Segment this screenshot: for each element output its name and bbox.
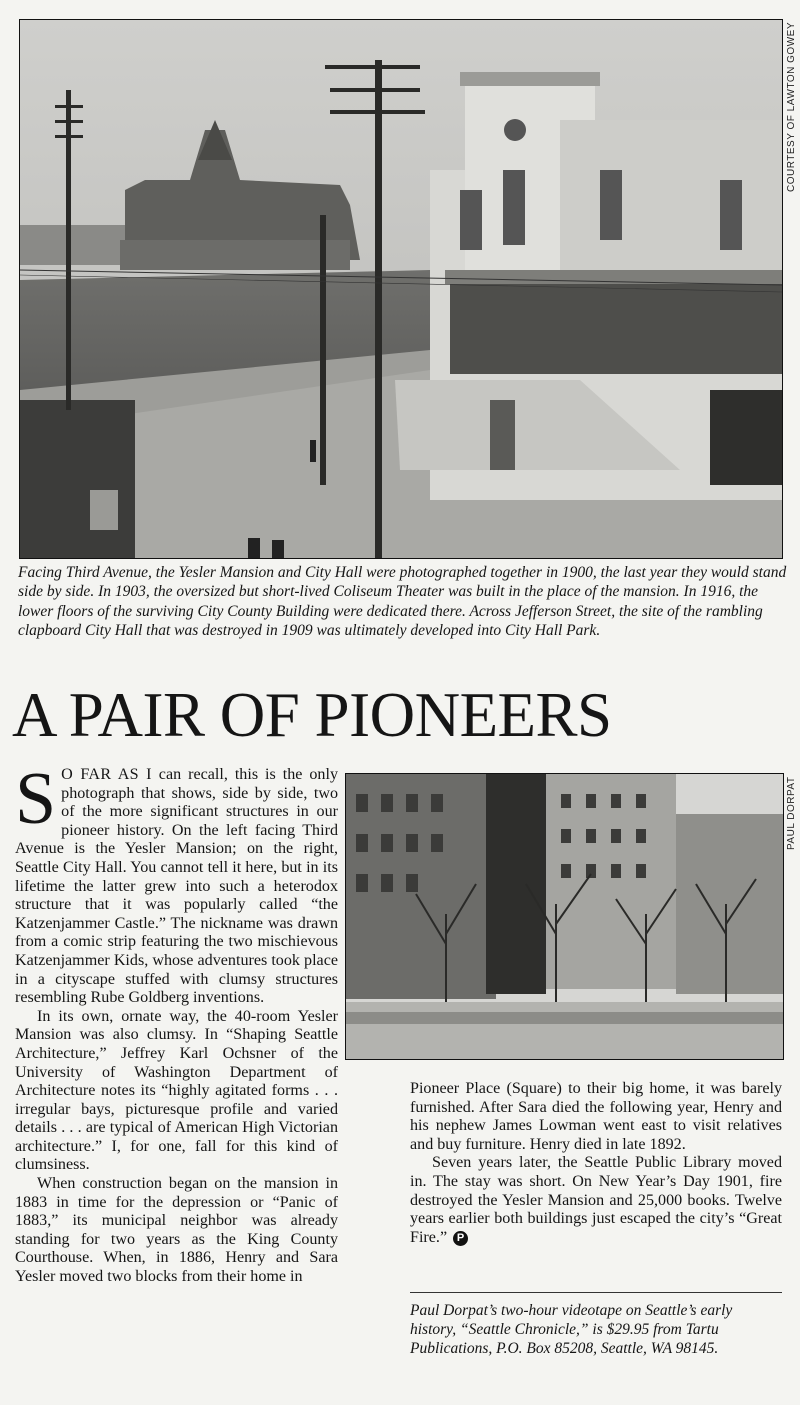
paragraph-4 <box>410 1154 782 1247</box>
top-photo <box>19 19 783 559</box>
second-photo-credit: PAUL DORPAT <box>786 776 797 850</box>
author-tagline: Paul Dorpat’s two-hour videotape on Seattle’s early history, “Seattle Chronicle,” is $29.95 from Tartu Publications, P.O. Box 85208, Seattle, WA 98145. <box>410 1302 733 1357</box>
second-photo <box>345 773 784 1060</box>
modern-photo-image <box>346 774 783 1059</box>
end-mark-icon: P <box>453 1231 468 1246</box>
paragraph-1-text: can recall, this is the only photograph that shows, side by side, two of the more significant structures in our pioneer history. On the left facing Third Avenue is the Yesler Mansion; on the right, Seattle City Hall. You cannot tell it here, but in its lifetime the latter grew into such a heterodox structure that it was popularly called “the Katzenjammer Castle.” The nickname was drawn from a comic strip featuring the two mischievous Katzenjammer Kids, whose adventures took place in a cityscape stuffed with clumsy structures resembling Rube Goldberg inventions. <box>15 766 338 1007</box>
article-column-2 <box>410 1080 782 1247</box>
paragraph-2: In its own, ornate way, the 40-room Yesler Mansion was also clumsy. In “Shaping Seattle Architecture,” Jeffrey Karl Ochsner of the University of Washington Department of Architecture notes its “highly agitated forms . . . irregular bays, picturesque profile and varied details . . . are typical of American High Victorian architecture.” I, for one, fall for this kind of clumsiness. <box>15 1007 338 1174</box>
drop-cap: S <box>15 758 57 840</box>
top-photo-credit: COURTESY OF LAWTON GOWEY <box>786 22 797 192</box>
article-column-1 <box>15 758 338 1287</box>
paragraph-4-text: Seven years later, the Seattle Public Library moved in. The stay was short. On New Year’s Day 1901, fire destroyed the Yesler Mansion and 25,000 books. Twelve years earlier both buildings just escaped the city’s “Great Fire.” <box>410 1154 782 1246</box>
lead-caps: O FAR AS I <box>61 766 152 783</box>
headline: A PAIR OF PIONEERS <box>12 680 612 750</box>
tagline-divider <box>410 1292 782 1293</box>
photo-caption: Facing Third Avenue, the Yesler Mansion and City Hall were photographed together in 1900, the last year they would stand side by side. In 1903, the oversized but short-lived Coliseum Theater was built in the place of the mansion. In 1916, the lower floors of the surviving City County Building were dedicated there. Across Jefferson Street, the site of the rambling clapboard City Hall that was destroyed in 1909 was ultimately developed into City Hall Park. <box>18 564 787 640</box>
paragraph-1 <box>15 758 338 1008</box>
paragraph-3-continued: Pioneer Place (Square) to their big home, it was barely furnished. After Sara died the following year, Henry and his nephew James Lowman went east to visit relatives and buy furniture. Henry died in late 1892. <box>410 1080 782 1153</box>
paragraph-3: When construction began on the mansion in 1883 in time for the depression or “Panic of 1883,” its municipal neighbor was already standing for two years as the King County Courthouse. When, in 1886, Henry and Sara Yesler moved two blocks from their home in <box>15 1175 338 1286</box>
historic-photo-image <box>20 20 782 558</box>
